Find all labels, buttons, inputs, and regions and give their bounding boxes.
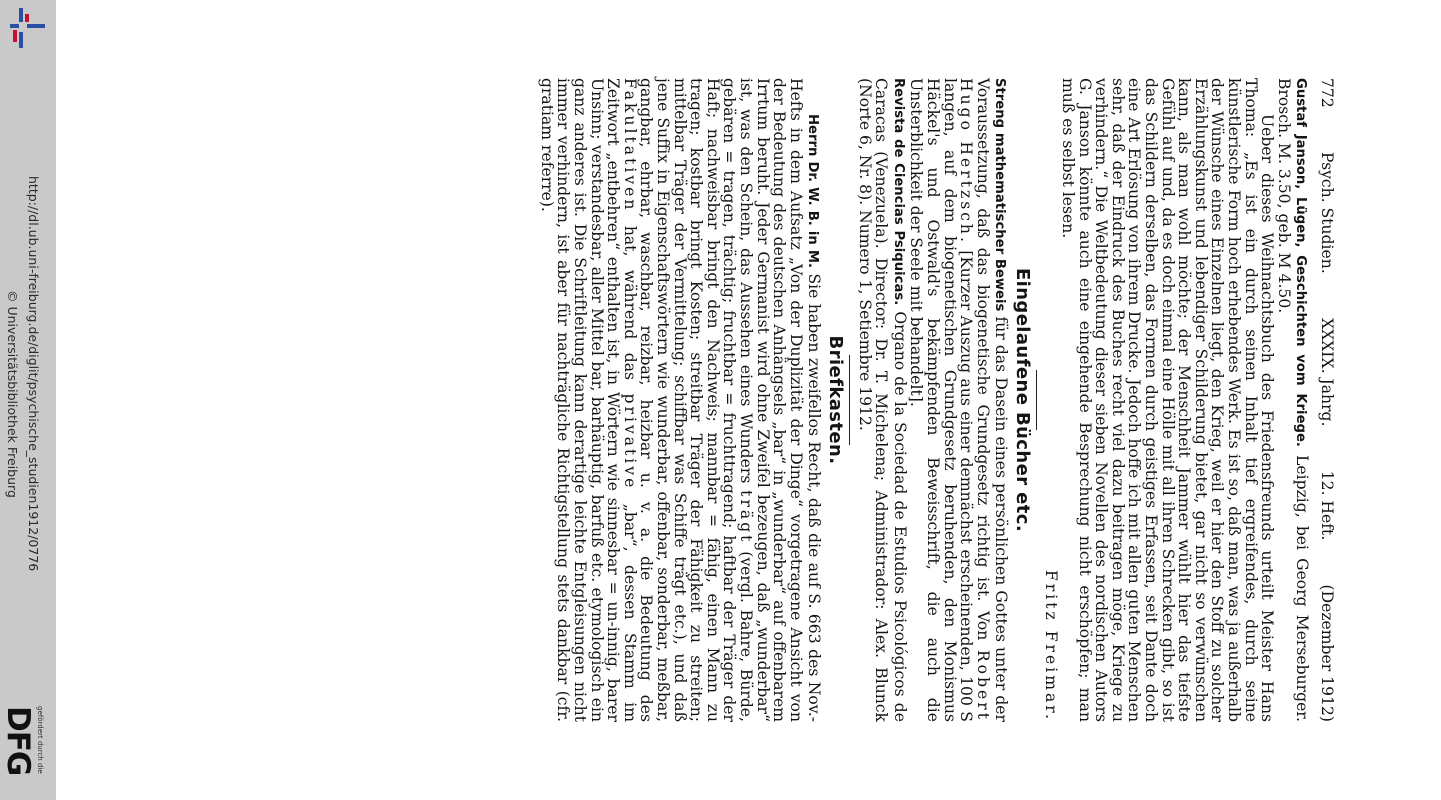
running-header	[1318, 78, 1335, 722]
ub-freiburg-logo-icon	[4, 8, 46, 48]
issue-label: 12. Heft.	[1318, 470, 1336, 541]
review-signature: Fritz Freimar.	[1042, 570, 1061, 722]
page-number: 772	[1318, 78, 1336, 108]
divider	[849, 355, 850, 445]
volume-label: XXXIX. Jahrg.	[1318, 318, 1336, 427]
divider	[1036, 370, 1037, 430]
letter-body: Herrn Dr. W. B. in M. Sie haben zweifellos Recht, daß die auf S. 663 des Nov.-Hefts in dem Aufsatz „Von der Duplizität der Dinge“ vorgetragene Ansicht von der Bedeutung des deutschen Anhängsels „bar“ in „wunderbar“ auf offenbarem Irrtum beruht. Jeder Germanist wird ohne Zweifel bezeugen, daß „wunderbar“ ist, was den Schein, das Aussehen eines Wunders trägt (vergl. Bahre, Bürde, gebären = tragen, trächtig; fruchtbar = fruchttragend; haftbar der Träger der Haft; nachweisbar bringt den Nachweis; mannbar = fähig, einen Mann zu tragen; kostbar bringt Kosten; streitbar Träger der Fähigkeit zu streiten; mittelbar Träger der Vermittelung; schiffbar was Schiffe trägt etc.), und daß jene Suffix in Eigenschaftswörtern wie wunderbar, offenbar, sonderbar, meßbar, gangbar, ehrbar, waschbar, reizbar, heizbar u. v. a. die Bedeutung des Fakultativen hat, während das privative „bar“, dessen Stamm im Zeitwort „entbehren“ enthalten ist, in Wörtern wie sinnesbar = un-innig, barer Unsinn; verstandesbar, aller Mittel bar, barhäuptig, barfuß etc. etymologisch ein ganz anderes ist. Die Schriftleitung kann derartige leichte Entgleisungen nicht immer verhindern, ist aber für nachträgliche Richtigstellung stets dankbar (cfr. gratiam referre).	[537, 78, 824, 722]
review-title	[1275, 78, 1310, 722]
issue-date: (Dezember 1912)	[1318, 584, 1336, 722]
viewer-sidebar	[0, 0, 56, 800]
letter-addressee: Herrn Dr. W. B. in M.	[805, 114, 821, 269]
scanned-page	[245, 78, 1335, 722]
review-title-rest: Leipzig, bei Georg Merseburger. Brosch. M. 3.50, geb. M 4.50.	[1274, 78, 1312, 722]
letters-heading: Briefkasten.	[824, 335, 846, 465]
book-entry-revista: Revista de Ciencias Psiquicas. Organo de la Sociedad de Estudios Psicológicos de Caracas (Venezuela). Director: Dr. T. Michelena; Administrador: Alex. Blunck (Norte 6, Nr. 8). Numero 1, Setiembre 1912.	[855, 78, 909, 722]
book-entry-author: Robert Hugo Hertzsch.	[957, 78, 992, 722]
book-entry-beweis: Streng mathematischer Beweis für das Dasein eines persönlichen Gottes unter der Voraussetzung, daß das biogenetische Grundgesetz richtig ist. Von Robert Hugo Hertzsch. [Kurzer Auszug aus einer demnächst erscheinenden, 100 S langen, auf dem biogenetischen Grundgesetz beruhenden, den Monismus Häckel's und Ostwald's bekämpfenden Beweisschrift, die auch die Unsterblichkeit der Seele mit behandelt].	[907, 78, 1011, 722]
dfg-logo: DFG	[0, 706, 36, 776]
books-heading: Eingelaufene Bücher etc.	[1011, 267, 1033, 533]
source-url[interactable]: http://dl.ub.uni-freiburg.de/diglit/psychische_studien1912/0776	[26, 176, 41, 572]
journal-title: Psych. Studien.	[1318, 152, 1336, 274]
review-title-bold: Gustaf Janson, Lügen, Geschichten vom Kriege.	[1293, 78, 1309, 447]
review-body: Ueber dieses Weihnachtsbuch des Friedensfreunds urteilt Meister Hans Thoma: „Es ist ein durch seinen Inhalt tief ergreifendes, durch seine künstlerische Form hoch erhebendes Werk. Es ist so, daß man, was ja außerhalb der Wünsche eines Einzelnen liegt, den Krieg, weil er hier den Stoff zu solcher Erzählungskunst und lebendiger Schilderung bietet, gar nicht so verwünschen kann, als man wohl möchte; der Menschheit Jammer wühlt hier das tiefste Gefühl auf und, da es doch einmal eine Hölle mit all ihren Schrecken gibt, so ist das Schildern derselben, das Formen durch geistiges Erfassen, seit Dante doch eine Art Erlösung von ihrem Drucke. Jedoch hoffe ich mit allen guten Menschen sehr, daß der Eindruck des Buches recht viel dazu beitragen möge, Kriege zu verhindern.“ Die Weltbedeutung dieser sieben Novellen des nordischen Autors G. Janson könnte auch eine eingehende Besprechung nicht erschöpfen; man muß es selbst lesen.	[1059, 78, 1277, 722]
book-entry-beweis-title: Streng mathematischer Beweis	[992, 78, 1008, 312]
copyright-notice: © Universitätsbibliothek Freiburg	[5, 290, 20, 498]
book-entry-revista-title: Revista de Ciencias Psiquicas.	[890, 78, 906, 306]
dfg-funding-caption: gefördert durch die	[36, 706, 44, 774]
